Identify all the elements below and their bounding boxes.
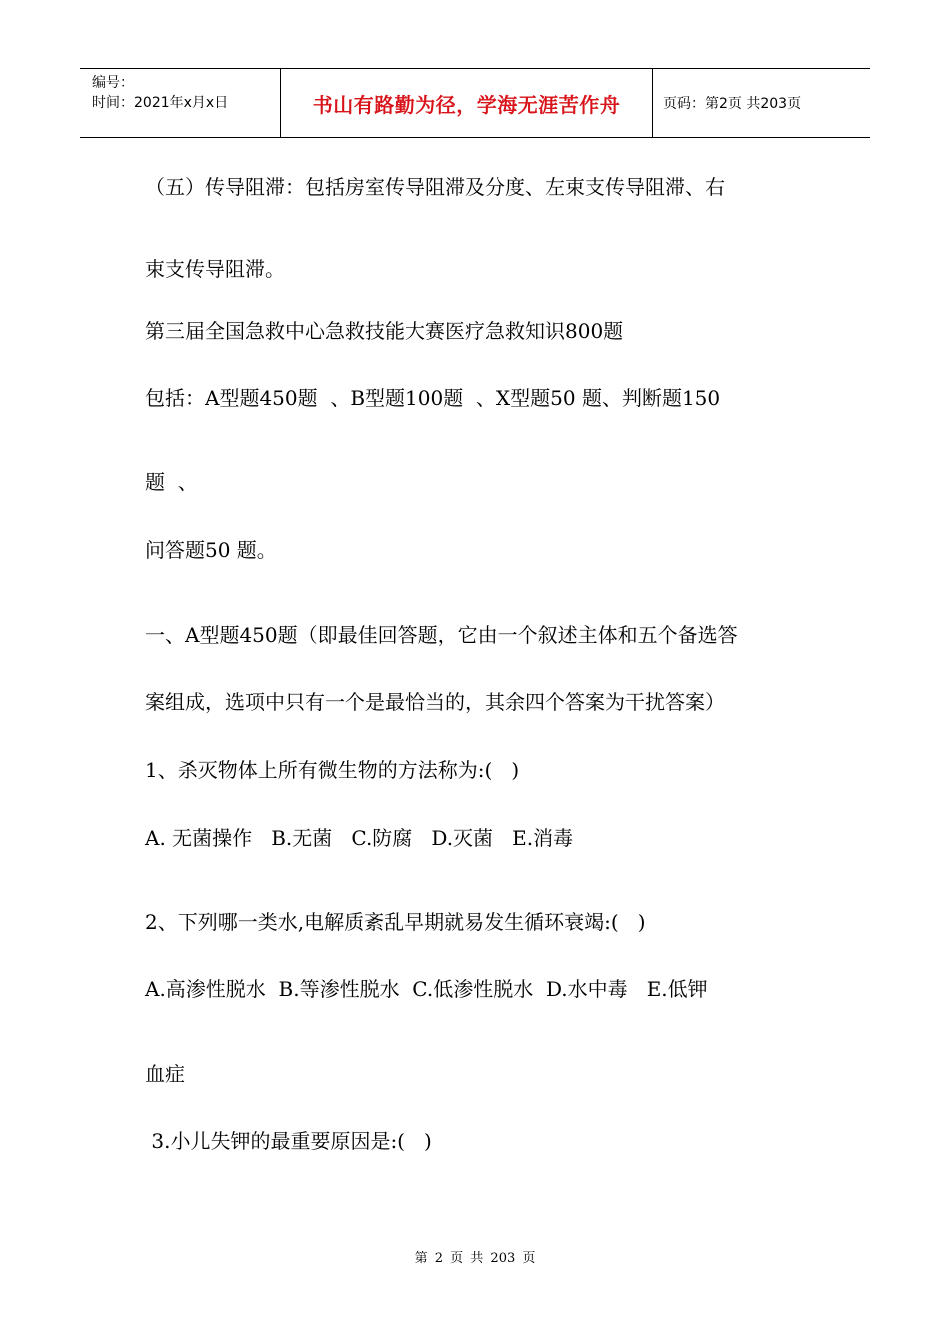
- text-line: 题 、: [145, 470, 198, 494]
- text-line: （五）传导阻滞：包括房室传导阻滞及分度、左束支传导阻滞、右: [145, 175, 725, 199]
- text-line: 案组成，选项中只有一个是最恰当的，其余四个答案为干扰答案）: [145, 690, 725, 714]
- text-line: 问答题50 题。: [145, 538, 277, 562]
- motto: 书山有路勤为径，学海无涯苦作舟: [312, 92, 621, 117]
- text-line: 束支传导阻滞。: [145, 257, 285, 281]
- header-motto-cell: [281, 69, 653, 137]
- text-line: 包括：A型题450题 、B型题100题 、X型题50 题、判断题150: [145, 386, 721, 410]
- time-label: 时间：2021年x月x日: [92, 95, 229, 111]
- text-line: 血症: [145, 1062, 185, 1086]
- question-1-options: A. 无菌操作 B.无菌 C.防腐 D.灭菌 E.消毒: [145, 826, 574, 850]
- text-line: 第三届全国急救中心急救技能大赛医疗急救知识800题: [145, 319, 624, 343]
- header-page-info-cell: [653, 69, 870, 137]
- page-info: 页码：第2页 共203页: [663, 96, 802, 112]
- header-meta: [80, 69, 281, 137]
- page-footer: 第 2 页 共 203 页: [414, 1251, 536, 1266]
- text-line: 一、A型题450题（即最佳回答题，它由一个叙述主体和五个备选答: [145, 623, 738, 647]
- question-2-options: A.高渗性脱水 B.等渗性脱水 C.低渗性脱水 D.水中毒 E.低钾: [145, 977, 708, 1001]
- page-header: [80, 68, 870, 138]
- number-label: 编号：: [92, 75, 134, 91]
- question-1: 1、杀灭物体上所有微生物的方法称为:( ): [145, 758, 520, 782]
- question-2: 2、下列哪一类水,电解质紊乱早期就易发生循环衰竭:( ): [145, 910, 646, 934]
- question-3: 3.小儿失钾的最重要原因是:( ): [145, 1129, 432, 1153]
